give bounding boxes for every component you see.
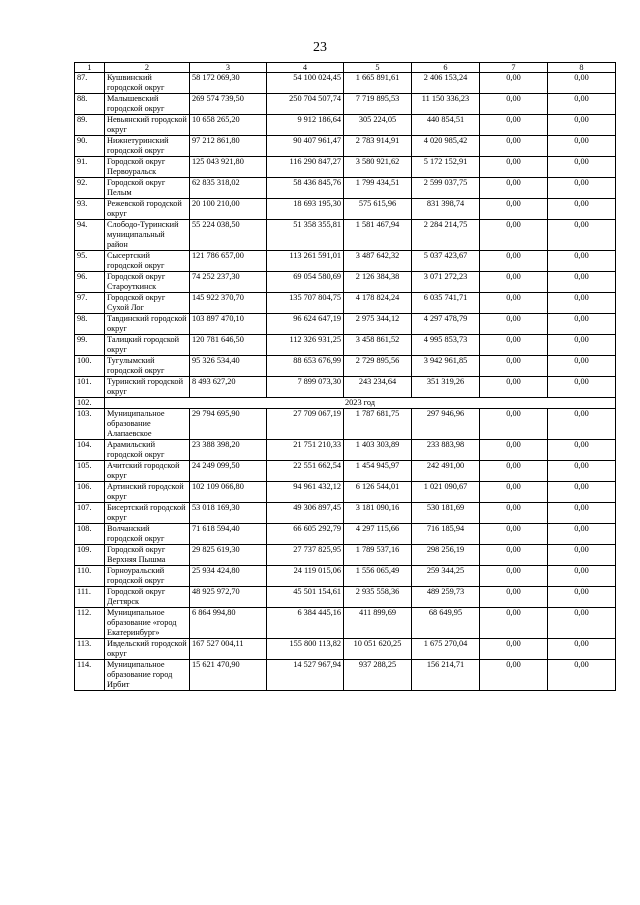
cell-col5: 2 935 558,36 [344, 587, 412, 608]
row-number: 112. [75, 608, 105, 639]
table-row [75, 251, 616, 272]
column-header: 8 [548, 63, 616, 73]
table-row [75, 503, 616, 524]
table-row [75, 293, 616, 314]
cell-col6: 297 946,96 [412, 409, 480, 440]
cell-col6: 351 319,26 [412, 377, 480, 398]
cell-col3: 269 574 739,50 [190, 94, 267, 115]
cell-col5: 1 665 891,61 [344, 73, 412, 94]
cell-col6: 440 854,51 [412, 115, 480, 136]
cell-col5: 2 783 914,91 [344, 136, 412, 157]
table-row [75, 639, 616, 660]
cell-col7: 0,00 [480, 94, 548, 115]
municipality-name: Городской округ Верхняя Пышма [105, 545, 190, 566]
cell-col6: 530 181,69 [412, 503, 480, 524]
table-row [75, 272, 616, 293]
cell-col4: 250 704 507,74 [267, 94, 344, 115]
cell-col5: 2 729 895,56 [344, 356, 412, 377]
column-header: 1 [75, 63, 105, 73]
cell-col5: 1 799 434,51 [344, 178, 412, 199]
cell-col7: 0,00 [480, 293, 548, 314]
row-number: 90. [75, 136, 105, 157]
row-number: 91. [75, 157, 105, 178]
cell-col3: 125 043 921,80 [190, 157, 267, 178]
cell-col4: 14 527 967,94 [267, 660, 344, 691]
cell-col6: 3 942 961,85 [412, 356, 480, 377]
cell-col7: 0,00 [480, 461, 548, 482]
cell-col6: 5 037 423,67 [412, 251, 480, 272]
cell-col5: 3 580 921,62 [344, 157, 412, 178]
row-number: 94. [75, 220, 105, 251]
cell-col8: 0,00 [548, 251, 616, 272]
cell-col3: 58 172 069,30 [190, 73, 267, 94]
table-row [75, 608, 616, 639]
cell-col6: 68 649,95 [412, 608, 480, 639]
cell-col4: 90 407 961,47 [267, 136, 344, 157]
municipality-name: Городской округ Дегтярск [105, 587, 190, 608]
row-number: 108. [75, 524, 105, 545]
cell-col7: 0,00 [480, 524, 548, 545]
cell-col6: 4 297 478,79 [412, 314, 480, 335]
municipality-name: Ивдельский городской округ [105, 639, 190, 660]
cell-col4: 135 707 804,75 [267, 293, 344, 314]
cell-col5: 4 178 824,24 [344, 293, 412, 314]
cell-col7: 0,00 [480, 587, 548, 608]
cell-col8: 0,00 [548, 440, 616, 461]
row-number: 95. [75, 251, 105, 272]
column-header: 6 [412, 63, 480, 73]
cell-col4: 88 653 676,99 [267, 356, 344, 377]
cell-col4: 45 501 154,61 [267, 587, 344, 608]
table-row [75, 524, 616, 545]
column-header: 3 [190, 63, 267, 73]
table-row [75, 587, 616, 608]
table-row [75, 178, 616, 199]
cell-col5: 575 615,96 [344, 199, 412, 220]
cell-col6: 2 284 214,75 [412, 220, 480, 251]
cell-col3: 102 109 066,80 [190, 482, 267, 503]
municipality-name: Туринский городской округ [105, 377, 190, 398]
cell-col6: 1 021 090,67 [412, 482, 480, 503]
allocation-table [74, 62, 616, 691]
table-row [75, 115, 616, 136]
municipality-name: Муниципальное образование «город Екатеринбург» [105, 608, 190, 639]
municipality-name: Сысертский городской округ [105, 251, 190, 272]
cell-col3: 6 864 994,80 [190, 608, 267, 639]
cell-col7: 0,00 [480, 608, 548, 639]
cell-col6: 4 995 853,73 [412, 335, 480, 356]
cell-col6: 2 406 153,24 [412, 73, 480, 94]
cell-col7: 0,00 [480, 178, 548, 199]
cell-col8: 0,00 [548, 377, 616, 398]
cell-col4: 116 290 847,27 [267, 157, 344, 178]
municipality-name: Волчанский городской округ [105, 524, 190, 545]
cell-col3: 103 897 470,10 [190, 314, 267, 335]
cell-col3: 15 621 470,90 [190, 660, 267, 691]
municipality-name: Городской округ Первоуральск [105, 157, 190, 178]
cell-col7: 0,00 [480, 220, 548, 251]
municipality-name: Арамильский городской округ [105, 440, 190, 461]
table-row [75, 409, 616, 440]
cell-col3: 48 925 972,70 [190, 587, 267, 608]
cell-col3: 121 786 657,00 [190, 251, 267, 272]
cell-col3: 29 825 619,30 [190, 545, 267, 566]
cell-col5: 937 288,25 [344, 660, 412, 691]
cell-col3: 29 794 695,90 [190, 409, 267, 440]
cell-col8: 0,00 [548, 524, 616, 545]
cell-col3: 20 100 210,00 [190, 199, 267, 220]
cell-col7: 0,00 [480, 356, 548, 377]
cell-col6: 2 599 037,75 [412, 178, 480, 199]
table-row [75, 157, 616, 178]
cell-col3: 24 249 099,50 [190, 461, 267, 482]
cell-col8: 0,00 [548, 545, 616, 566]
cell-col8: 0,00 [548, 220, 616, 251]
row-number: 92. [75, 178, 105, 199]
row-number: 109. [75, 545, 105, 566]
municipality-name: Невьянский городской округ [105, 115, 190, 136]
cell-col7: 0,00 [480, 136, 548, 157]
cell-col4: 27 737 825,95 [267, 545, 344, 566]
municipality-name: Тугулымский городской округ [105, 356, 190, 377]
municipality-name: Городской округ Староуткинск [105, 272, 190, 293]
cell-col7: 0,00 [480, 660, 548, 691]
cell-col8: 0,00 [548, 178, 616, 199]
column-header: 2 [105, 63, 190, 73]
cell-col6: 3 071 272,23 [412, 272, 480, 293]
cell-col7: 0,00 [480, 314, 548, 335]
cell-col5: 4 297 115,66 [344, 524, 412, 545]
cell-col3: 55 224 038,50 [190, 220, 267, 251]
cell-col4: 22 551 662,54 [267, 461, 344, 482]
cell-col3: 97 212 861,80 [190, 136, 267, 157]
cell-col5: 1 787 681,75 [344, 409, 412, 440]
row-number: 89. [75, 115, 105, 136]
cell-col4: 18 693 195,30 [267, 199, 344, 220]
cell-col4: 9 912 186,64 [267, 115, 344, 136]
cell-col7: 0,00 [480, 482, 548, 503]
cell-col3: 23 388 398,20 [190, 440, 267, 461]
page-number: 23 [313, 40, 327, 55]
municipality-name: Кушвинский городской округ [105, 73, 190, 94]
cell-col7: 0,00 [480, 440, 548, 461]
cell-col4: 51 358 355,81 [267, 220, 344, 251]
municipality-name: Муниципальное образование Алапаевское [105, 409, 190, 440]
cell-col5: 6 126 544,01 [344, 482, 412, 503]
cell-col6: 6 035 741,71 [412, 293, 480, 314]
cell-col5: 7 719 895,53 [344, 94, 412, 115]
municipality-name: Ачитский городской округ [105, 461, 190, 482]
row-number: 111. [75, 587, 105, 608]
row-number: 97. [75, 293, 105, 314]
cell-col4: 96 624 647,19 [267, 314, 344, 335]
column-header: 4 [267, 63, 344, 73]
year-label: 2023 год [105, 398, 616, 409]
cell-col6: 11 150 336,23 [412, 94, 480, 115]
cell-col3: 10 658 265,20 [190, 115, 267, 136]
cell-col7: 0,00 [480, 545, 548, 566]
cell-col5: 10 051 620,25 [344, 639, 412, 660]
table-row [75, 220, 616, 251]
cell-col8: 0,00 [548, 335, 616, 356]
column-header: 7 [480, 63, 548, 73]
municipality-name: Режевской городской округ [105, 199, 190, 220]
cell-col6: 233 883,98 [412, 440, 480, 461]
table-row [75, 440, 616, 461]
cell-col8: 0,00 [548, 314, 616, 335]
cell-col8: 0,00 [548, 94, 616, 115]
cell-col6: 5 172 152,91 [412, 157, 480, 178]
municipality-name: Городской округ Сухой Лог [105, 293, 190, 314]
cell-col7: 0,00 [480, 199, 548, 220]
table-row [75, 335, 616, 356]
municipality-name: Тавдинский городской округ [105, 314, 190, 335]
cell-col6: 4 020 985,42 [412, 136, 480, 157]
cell-col6: 242 491,00 [412, 461, 480, 482]
cell-col3: 120 781 646,50 [190, 335, 267, 356]
cell-col3: 74 252 237,30 [190, 272, 267, 293]
cell-col5: 411 899,69 [344, 608, 412, 639]
cell-col8: 0,00 [548, 482, 616, 503]
cell-col7: 0,00 [480, 251, 548, 272]
row-number: 113. [75, 639, 105, 660]
municipality-name: Артинский городской округ [105, 482, 190, 503]
cell-col5: 3 487 642,32 [344, 251, 412, 272]
row-number: 99. [75, 335, 105, 356]
cell-col5: 1 789 537,16 [344, 545, 412, 566]
municipality-name: Слободо-Туринский муниципальный район [105, 220, 190, 251]
cell-col4: 58 436 845,76 [267, 178, 344, 199]
cell-col7: 0,00 [480, 335, 548, 356]
cell-col6: 831 398,74 [412, 199, 480, 220]
cell-col3: 8 493 627,20 [190, 377, 267, 398]
table-row [75, 314, 616, 335]
table-row [75, 461, 616, 482]
row-number: 103. [75, 409, 105, 440]
table-body [75, 63, 616, 691]
cell-col4: 155 800 113,82 [267, 639, 344, 660]
row-number: 107. [75, 503, 105, 524]
table-row [75, 73, 616, 94]
cell-col3: 95 326 534,40 [190, 356, 267, 377]
cell-col5: 243 234,64 [344, 377, 412, 398]
municipality-name: Бисертский городской округ [105, 503, 190, 524]
cell-col7: 0,00 [480, 566, 548, 587]
cell-col8: 0,00 [548, 503, 616, 524]
table-row [75, 545, 616, 566]
cell-col8: 0,00 [548, 409, 616, 440]
cell-col4: 21 751 210,33 [267, 440, 344, 461]
row-number: 100. [75, 356, 105, 377]
cell-col8: 0,00 [548, 587, 616, 608]
cell-col4: 54 100 024,45 [267, 73, 344, 94]
cell-col8: 0,00 [548, 461, 616, 482]
municipality-name: Талицкий городской округ [105, 335, 190, 356]
cell-col4: 6 384 445,16 [267, 608, 344, 639]
cell-col8: 0,00 [548, 639, 616, 660]
municipality-name: Малышевский городской округ [105, 94, 190, 115]
municipality-name: Нижнетуринский городской округ [105, 136, 190, 157]
cell-col4: 49 306 897,45 [267, 503, 344, 524]
cell-col3: 25 934 424,80 [190, 566, 267, 587]
cell-col7: 0,00 [480, 115, 548, 136]
row-number: 98. [75, 314, 105, 335]
row-number: 96. [75, 272, 105, 293]
row-number: 101. [75, 377, 105, 398]
cell-col5: 3 181 090,16 [344, 503, 412, 524]
table-header-row [75, 63, 616, 73]
cell-col8: 0,00 [548, 199, 616, 220]
cell-col6: 298 256,19 [412, 545, 480, 566]
cell-col7: 0,00 [480, 272, 548, 293]
row-number: 93. [75, 199, 105, 220]
cell-col6: 1 675 270,04 [412, 639, 480, 660]
cell-col3: 53 018 169,30 [190, 503, 267, 524]
row-number: 110. [75, 566, 105, 587]
cell-col8: 0,00 [548, 136, 616, 157]
cell-col7: 0,00 [480, 157, 548, 178]
table-row [75, 356, 616, 377]
cell-col3: 167 527 004,11 [190, 639, 267, 660]
cell-col5: 1 556 065,49 [344, 566, 412, 587]
cell-col8: 0,00 [548, 115, 616, 136]
cell-col3: 145 922 370,70 [190, 293, 267, 314]
cell-col6: 716 185,94 [412, 524, 480, 545]
cell-col4: 66 605 292,79 [267, 524, 344, 545]
row-number: 105. [75, 461, 105, 482]
cell-col4: 113 261 591,01 [267, 251, 344, 272]
cell-col5: 3 458 861,52 [344, 335, 412, 356]
municipality-name: Муниципальное образование город Ирбит [105, 660, 190, 691]
cell-col8: 0,00 [548, 157, 616, 178]
cell-col7: 0,00 [480, 409, 548, 440]
cell-col5: 1 403 303,89 [344, 440, 412, 461]
cell-col8: 0,00 [548, 356, 616, 377]
cell-col5: 1 581 467,94 [344, 220, 412, 251]
cell-col7: 0,00 [480, 639, 548, 660]
cell-col8: 0,00 [548, 608, 616, 639]
table-row [75, 660, 616, 691]
cell-col4: 112 326 931,25 [267, 335, 344, 356]
municipality-name: Городской округ Пелым [105, 178, 190, 199]
table-row [75, 94, 616, 115]
cell-col8: 0,00 [548, 73, 616, 94]
municipality-name: Горноуральский городской округ [105, 566, 190, 587]
cell-col4: 7 899 073,30 [267, 377, 344, 398]
cell-col4: 94 961 432,12 [267, 482, 344, 503]
cell-col8: 0,00 [548, 272, 616, 293]
cell-col6: 156 214,71 [412, 660, 480, 691]
table-row [75, 199, 616, 220]
cell-col5: 2 126 384,38 [344, 272, 412, 293]
cell-col7: 0,00 [480, 73, 548, 94]
cell-col5: 2 975 344,12 [344, 314, 412, 335]
row-number: 106. [75, 482, 105, 503]
column-header: 5 [344, 63, 412, 73]
table-row [75, 136, 616, 157]
cell-col8: 0,00 [548, 660, 616, 691]
cell-col4: 69 054 580,69 [267, 272, 344, 293]
cell-col5: 305 224,05 [344, 115, 412, 136]
cell-col4: 27 709 067,19 [267, 409, 344, 440]
cell-col6: 489 259,73 [412, 587, 480, 608]
cell-col7: 0,00 [480, 503, 548, 524]
row-number: 114. [75, 660, 105, 691]
table-row [75, 482, 616, 503]
cell-col6: 259 344,25 [412, 566, 480, 587]
row-number: 87. [75, 73, 105, 94]
cell-col3: 71 618 594,40 [190, 524, 267, 545]
cell-col3: 62 835 318,02 [190, 178, 267, 199]
cell-col4: 24 119 015,06 [267, 566, 344, 587]
cell-col5: 1 454 945,97 [344, 461, 412, 482]
row-number: 88. [75, 94, 105, 115]
year-separator-row [75, 398, 616, 409]
table-row [75, 566, 616, 587]
row-number: 102. [75, 398, 105, 409]
row-number: 104. [75, 440, 105, 461]
table-row [75, 377, 616, 398]
cell-col8: 0,00 [548, 293, 616, 314]
cell-col8: 0,00 [548, 566, 616, 587]
cell-col7: 0,00 [480, 377, 548, 398]
